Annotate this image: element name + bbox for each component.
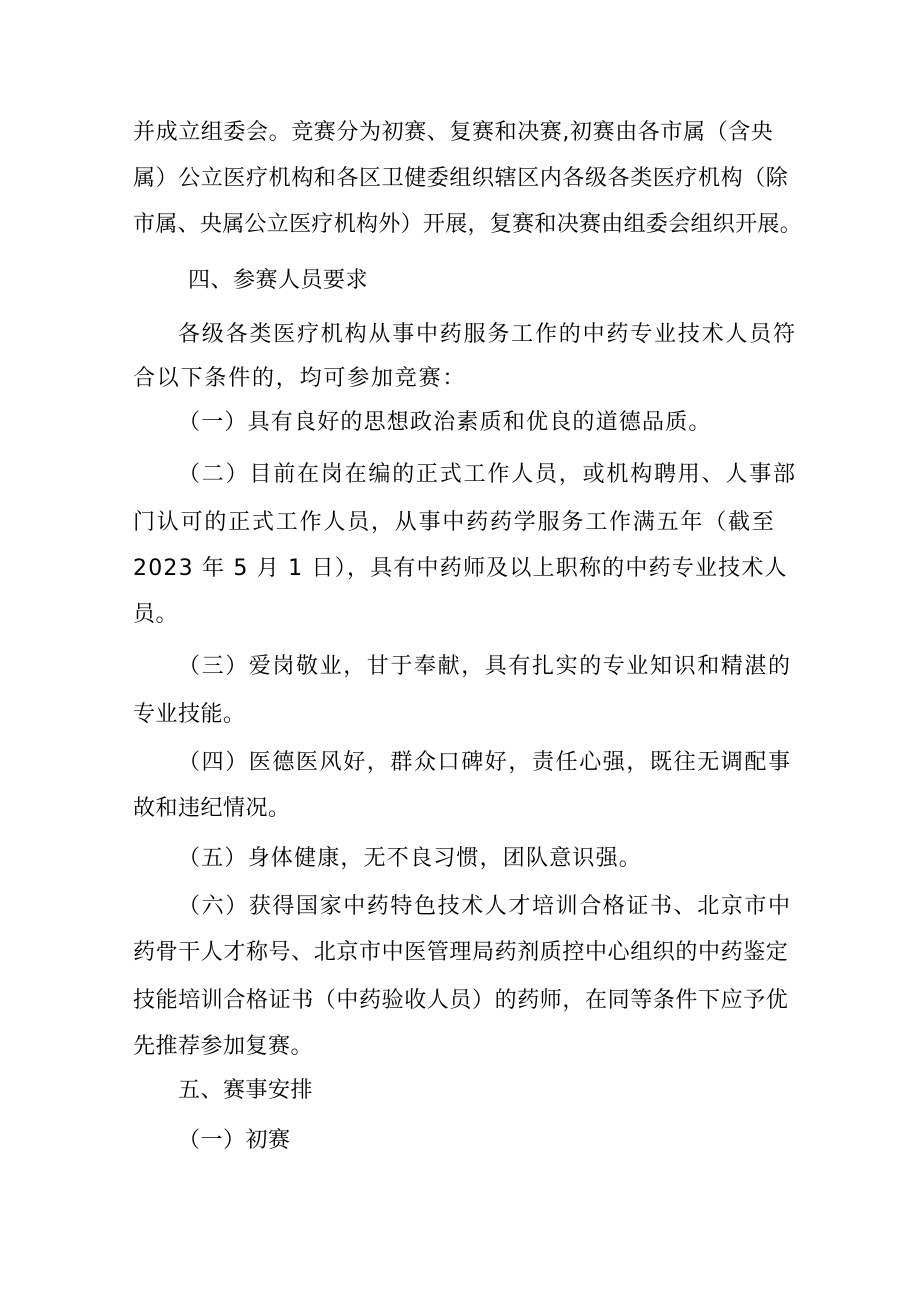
list-item-5: （五）身体健康，无不良习惯，团队意识强。 bbox=[178, 846, 643, 871]
list-item-6: （六）获得国家中药特色技术人才培训合格证书、北京市中 bbox=[178, 894, 792, 919]
paragraph-line: 并成立组委会。竞赛分为初赛、复赛和决赛,初赛由各市属（含央 bbox=[133, 120, 774, 145]
list-item-2: （二）目前在岗在编的正式工作人员，或机构聘用、人事部 bbox=[178, 462, 797, 487]
subsection-heading-1: （一）初赛 bbox=[178, 1128, 291, 1153]
paragraph-line: 先推荐参加复赛。 bbox=[133, 1034, 314, 1059]
paragraph-line: 各级各类医疗机构从事中药服务工作的中药专业技术人员符 bbox=[178, 322, 797, 347]
list-item-1: （一）具有良好的思想政治素质和优良的道德品质。 bbox=[178, 410, 712, 435]
list-item-3: （三）爱岗敬业，甘于奉献，具有扎实的专业知识和精湛的 bbox=[178, 654, 792, 679]
paragraph-line: 门认可的正式工作人员，从事中药药学服务工作满五年（截至 bbox=[133, 510, 776, 535]
section-heading-4: 四、参赛人员要求 bbox=[188, 268, 369, 293]
paragraph-line: 2023 年 5 月 1 日），具有中药师及以上职称的中药专业技术人 bbox=[133, 556, 788, 581]
paragraph-line: 技能培训合格证书（中药验收人员）的药师，在同等条件下应予优 bbox=[133, 988, 789, 1013]
paragraph-line: 员。 bbox=[133, 602, 179, 627]
paragraph-line: 故和违纪情况。 bbox=[133, 796, 291, 821]
paragraph-line: 药骨干人才称号、北京市中医管理局药剂质控中心组织的中药鉴定 bbox=[133, 940, 789, 965]
list-item-4: （四）医德医风好，群众口碑好，责任心强，既往无调配事 bbox=[178, 750, 792, 775]
paragraph-line: 专业技能。 bbox=[133, 702, 246, 727]
paragraph-line: 合以下条件的，均可参加竞赛： bbox=[133, 366, 467, 391]
paragraph-line: 属）公立医疗机构和各区卫健委组织辖区内各级各类医疗机构（除 bbox=[133, 166, 789, 191]
paragraph-line: 市属、央属公立医疗机构外）开展，复赛和决赛由组委会组织开展。 bbox=[133, 212, 803, 237]
section-heading-5: 五、赛事安排 bbox=[178, 1078, 314, 1103]
